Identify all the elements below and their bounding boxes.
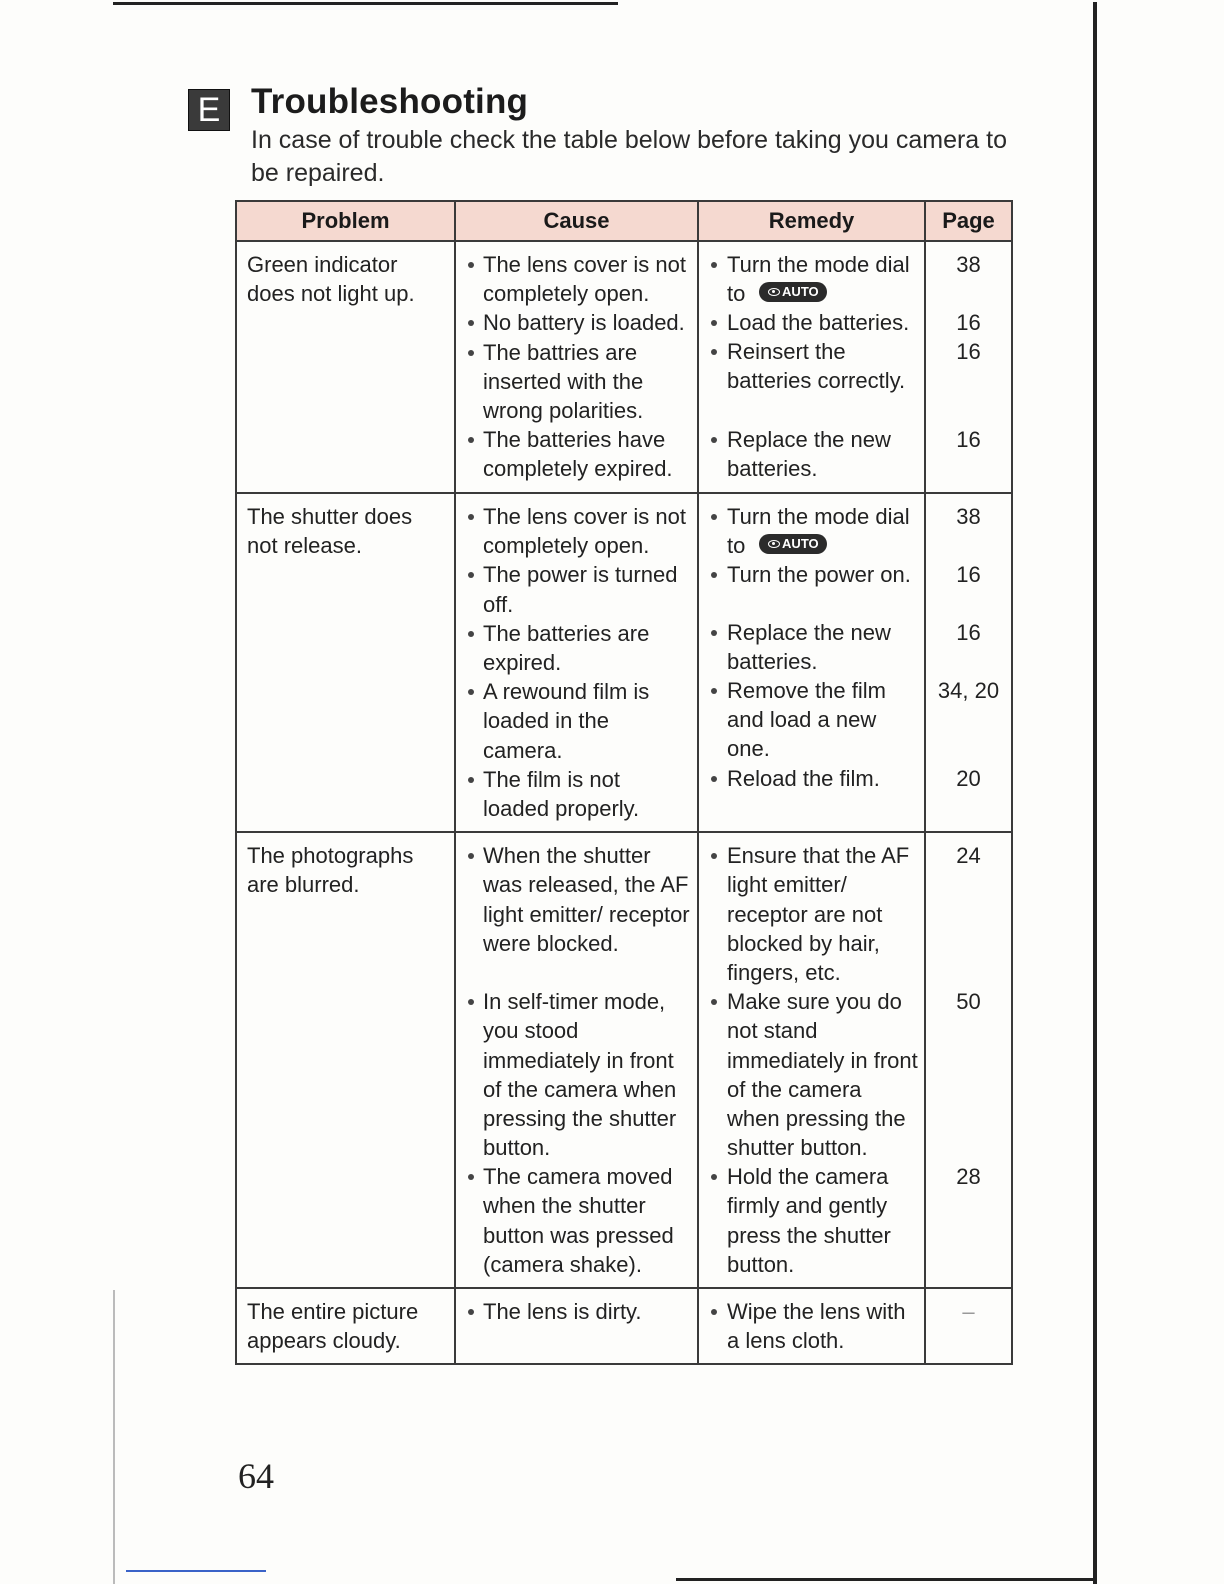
- table-row: [236, 493, 1012, 832]
- header-problem: Problem: [236, 201, 455, 241]
- cause-item: The power is turned off.: [466, 560, 691, 618]
- cell-cause: [455, 1288, 698, 1364]
- cause-item: No battery is loaded.: [466, 308, 691, 337]
- table-row: [236, 1288, 1012, 1364]
- remedy-item: Reload the film.: [709, 764, 918, 793]
- remedy-item: Reinsert the batteries correctly.: [709, 337, 918, 425]
- remedy-item: Wipe the lens with a lens cloth.: [709, 1297, 918, 1355]
- auto-mode-icon: [759, 534, 827, 554]
- auto-mode-icon: [759, 282, 827, 302]
- page-ref: 28: [956, 1164, 981, 1190]
- page-ref: 16: [956, 310, 981, 335]
- cell-remedy: [698, 493, 925, 832]
- cell-remedy: [698, 241, 925, 493]
- page-ref: 34, 20: [937, 678, 1000, 703]
- top-border-rule: [113, 2, 618, 5]
- page-ref: 38: [956, 252, 981, 277]
- auto-mode-label: AUTO: [782, 284, 819, 300]
- page-ref: 16: [956, 339, 981, 364]
- remedy-item: Make sure you do not stand immediately in front of the camera when pressing the shutter button.: [709, 987, 918, 1162]
- cause-item: A rewound film is loaded in the camera.: [466, 677, 691, 765]
- cell-cause: [455, 493, 698, 832]
- remedy-item: Replace the new batteries.: [709, 618, 918, 676]
- cause-item: The film is not loaded properly.: [466, 765, 691, 823]
- page-ref: 38: [956, 504, 981, 529]
- cause-item: In self-timer mode, you stood immediately in front of the camera when pressing the shutter button.: [466, 987, 691, 1162]
- remedy-item: Load the batteries.: [709, 308, 918, 337]
- remedy-item: Replace the new batteries.: [709, 425, 918, 483]
- remedy-text: Turn the mode dial to: [727, 504, 910, 559]
- cell-problem: The entire picture appears cloudy.: [236, 1288, 455, 1364]
- eye-icon: [768, 288, 780, 296]
- bottom-link-underline[interactable]: [126, 1570, 266, 1572]
- page-ref: 16: [956, 620, 981, 645]
- remedy-item: [709, 502, 918, 560]
- cause-item: The lens cover is not completely open.: [466, 250, 691, 308]
- cell-problem: Green indicator does not light up.: [236, 241, 455, 493]
- cause-item: When the shutter was released, the AF light emitter/ receptor were blocked.: [466, 841, 691, 987]
- page-ref: 24: [956, 843, 981, 869]
- auto-mode-label: AUTO: [782, 536, 819, 552]
- cause-item: The lens is dirty.: [466, 1297, 691, 1326]
- left-border-rule: [113, 1290, 115, 1584]
- cell-page: [925, 493, 1012, 832]
- cell-page: [925, 241, 1012, 493]
- table-row: [236, 832, 1012, 1288]
- cause-item: The lens cover is not completely open.: [466, 502, 691, 560]
- intro-text: In case of trouble check the table below before taking you camera to be repaired.: [251, 126, 1008, 187]
- remedy-item: Turn the power on.: [709, 560, 918, 618]
- cell-cause: [455, 832, 698, 1288]
- page-ref: 16: [956, 427, 981, 452]
- cell-problem: The photographs are blurred.: [236, 832, 455, 1288]
- cause-item: The batteries are expired.: [466, 619, 691, 677]
- page-title: Troubleshooting: [251, 82, 529, 121]
- header-remedy: Remedy: [698, 201, 925, 241]
- page-ref: 20: [956, 766, 981, 791]
- remedy-item: Hold the camera firmly and gently press the shutter button.: [709, 1162, 918, 1279]
- cell-page: [925, 832, 1012, 1288]
- page-ref: –: [962, 1299, 975, 1325]
- remedy-item: [709, 250, 918, 308]
- remedy-item: Ensure that the AF light emitter/ receptor are not blocked by hair, fingers, etc.: [709, 841, 918, 987]
- bottom-border-rule: [676, 1578, 1096, 1581]
- cell-remedy: [698, 832, 925, 1288]
- page-ref: 16: [956, 562, 981, 587]
- cell-cause: [455, 241, 698, 493]
- right-border-rule: [1093, 2, 1097, 1584]
- page-ref: 50: [956, 989, 981, 1015]
- table-header-row: [236, 201, 1012, 241]
- table-row: [236, 241, 1012, 493]
- cell-remedy: [698, 1288, 925, 1364]
- cell-problem: The shutter does not release.: [236, 493, 455, 832]
- page-number: 64: [238, 1456, 274, 1496]
- cell-page: [925, 1288, 1012, 1364]
- cause-item: The batteries have completely expired.: [466, 425, 691, 483]
- section-badge: E: [188, 89, 230, 131]
- eye-icon: [768, 540, 780, 548]
- remedy-item: Remove the film and load a new one.: [709, 676, 918, 764]
- remedy-text: Turn the mode dial to: [727, 252, 910, 307]
- cause-item: The battries are inserted with the wrong polarities.: [466, 338, 691, 426]
- header-page: Page: [925, 201, 1012, 241]
- troubleshooting-table: [235, 200, 1013, 1365]
- cause-item: The camera moved when the shutter button was pressed (camera shake).: [466, 1162, 691, 1279]
- header-cause: Cause: [455, 201, 698, 241]
